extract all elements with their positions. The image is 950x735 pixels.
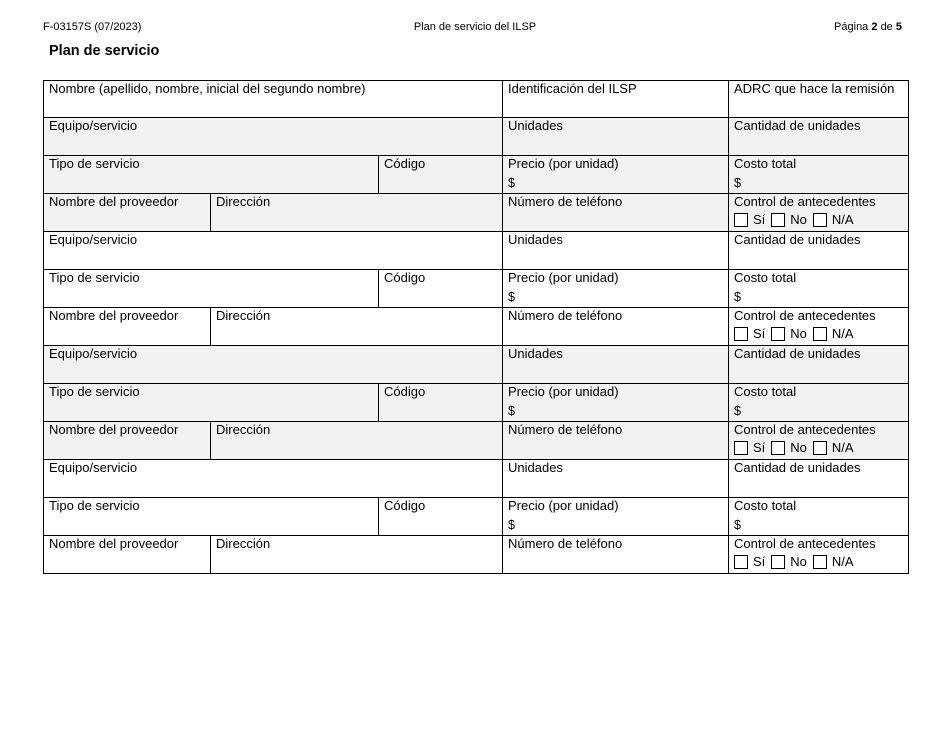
service-type-row xyxy=(44,156,909,194)
unit-quantity-field[interactable]: Cantidad de unidades xyxy=(729,460,909,498)
phone-number-field[interactable]: Número de teléfono xyxy=(503,536,729,574)
equipment-row xyxy=(44,118,909,156)
participant-row xyxy=(44,81,909,118)
background-check-no-checkbox[interactable] xyxy=(771,327,785,341)
equipment-service-field[interactable]: Equipo/servicio xyxy=(44,232,503,270)
unit-price-field[interactable]: Precio (por unidad) $ xyxy=(503,384,729,422)
provider-name-field[interactable]: Nombre del proveedor xyxy=(44,308,211,346)
currency-symbol: $ xyxy=(734,404,741,418)
phone-number-field[interactable]: Número de teléfono xyxy=(503,194,729,232)
provider-row xyxy=(44,308,909,346)
background-check-field: Control de antecedentes Sí No N/A xyxy=(729,422,909,460)
provider-name-field[interactable]: Nombre del proveedor xyxy=(44,194,211,232)
service-plan-table xyxy=(43,80,909,574)
provider-name-field[interactable]: Nombre del proveedor xyxy=(44,536,211,574)
unit-price-field[interactable]: Precio (por unidad) $ xyxy=(503,270,729,308)
page-indicator: Página 2 de 5 xyxy=(834,21,902,33)
service-type-row xyxy=(44,498,909,536)
currency-symbol: $ xyxy=(508,290,515,304)
address-field[interactable]: Dirección xyxy=(211,536,503,574)
units-field[interactable]: Unidades xyxy=(503,460,729,498)
service-type-field[interactable]: Tipo de servicio xyxy=(44,270,379,308)
phone-number-field[interactable]: Número de teléfono xyxy=(503,308,729,346)
background-check-na-checkbox[interactable] xyxy=(813,213,827,227)
background-check-field: Control de antecedentes Sí No N/A xyxy=(729,194,909,232)
units-field[interactable]: Unidades xyxy=(503,232,729,270)
service-type-row xyxy=(44,384,909,422)
unit-price-field[interactable]: Precio (por unidad) $ xyxy=(503,498,729,536)
form-number: F-03157S (07/2023) xyxy=(43,21,142,33)
background-check-field: Control de antecedentes Sí No N/A xyxy=(729,536,909,574)
address-field[interactable]: Dirección xyxy=(211,308,503,346)
service-type-field[interactable]: Tipo de servicio xyxy=(44,156,379,194)
equipment-service-field[interactable]: Equipo/servicio xyxy=(44,346,503,384)
total-cost-field[interactable]: Costo total $ xyxy=(729,384,909,422)
provider-row xyxy=(44,422,909,460)
code-field[interactable]: Código xyxy=(379,270,503,308)
provider-name-field[interactable]: Nombre del proveedor xyxy=(44,422,211,460)
service-type-row xyxy=(44,270,909,308)
unit-quantity-field[interactable]: Cantidad de unidades xyxy=(729,232,909,270)
unit-quantity-field[interactable]: Cantidad de unidades xyxy=(729,346,909,384)
address-field[interactable]: Dirección xyxy=(211,422,503,460)
document-title: Plan de servicio del ILSP xyxy=(413,21,537,33)
referring-adrc-field[interactable]: ADRC que hace la remisión xyxy=(729,81,909,118)
address-field[interactable]: Dirección xyxy=(211,194,503,232)
background-check-no-checkbox[interactable] xyxy=(771,441,785,455)
equipment-row xyxy=(44,346,909,384)
currency-symbol: $ xyxy=(508,176,515,190)
currency-symbol: $ xyxy=(508,404,515,418)
background-check-na-checkbox[interactable] xyxy=(813,441,827,455)
background-check-yes-checkbox[interactable] xyxy=(734,555,748,569)
service-type-field[interactable]: Tipo de servicio xyxy=(44,384,379,422)
code-field[interactable]: Código xyxy=(379,156,503,194)
background-check-field: Control de antecedentes Sí No N/A xyxy=(729,308,909,346)
code-field[interactable]: Código xyxy=(379,384,503,422)
provider-row xyxy=(44,194,909,232)
total-cost-field[interactable]: Costo total $ xyxy=(729,270,909,308)
background-check-no-checkbox[interactable] xyxy=(771,555,785,569)
section-title: Plan de servicio xyxy=(49,43,160,59)
background-check-yes-checkbox[interactable] xyxy=(734,327,748,341)
currency-symbol: $ xyxy=(734,518,741,532)
participant-name-field[interactable]: Nombre (apellido, nombre, inicial del segundo nombre) xyxy=(44,81,503,118)
units-field[interactable]: Unidades xyxy=(503,118,729,156)
phone-number-field[interactable]: Número de teléfono xyxy=(503,422,729,460)
code-field[interactable]: Código xyxy=(379,498,503,536)
equipment-service-field[interactable]: Equipo/servicio xyxy=(44,460,503,498)
currency-symbol: $ xyxy=(734,290,741,304)
total-cost-field[interactable]: Costo total $ xyxy=(729,498,909,536)
service-type-field[interactable]: Tipo de servicio xyxy=(44,498,379,536)
provider-row xyxy=(44,536,909,574)
background-check-na-checkbox[interactable] xyxy=(813,327,827,341)
units-field[interactable]: Unidades xyxy=(503,346,729,384)
currency-symbol: $ xyxy=(734,176,741,190)
currency-symbol: $ xyxy=(508,518,515,532)
unit-quantity-field[interactable]: Cantidad de unidades xyxy=(729,118,909,156)
background-check-no-checkbox[interactable] xyxy=(771,213,785,227)
equipment-row xyxy=(44,460,909,498)
unit-price-field[interactable]: Precio (por unidad) $ xyxy=(503,156,729,194)
equipment-row xyxy=(44,232,909,270)
total-cost-field[interactable]: Costo total $ xyxy=(729,156,909,194)
ilsp-id-field[interactable]: Identificación del ILSP xyxy=(503,81,729,118)
background-check-na-checkbox[interactable] xyxy=(813,555,827,569)
background-check-yes-checkbox[interactable] xyxy=(734,213,748,227)
equipment-service-field[interactable]: Equipo/servicio xyxy=(44,118,503,156)
background-check-yes-checkbox[interactable] xyxy=(734,441,748,455)
